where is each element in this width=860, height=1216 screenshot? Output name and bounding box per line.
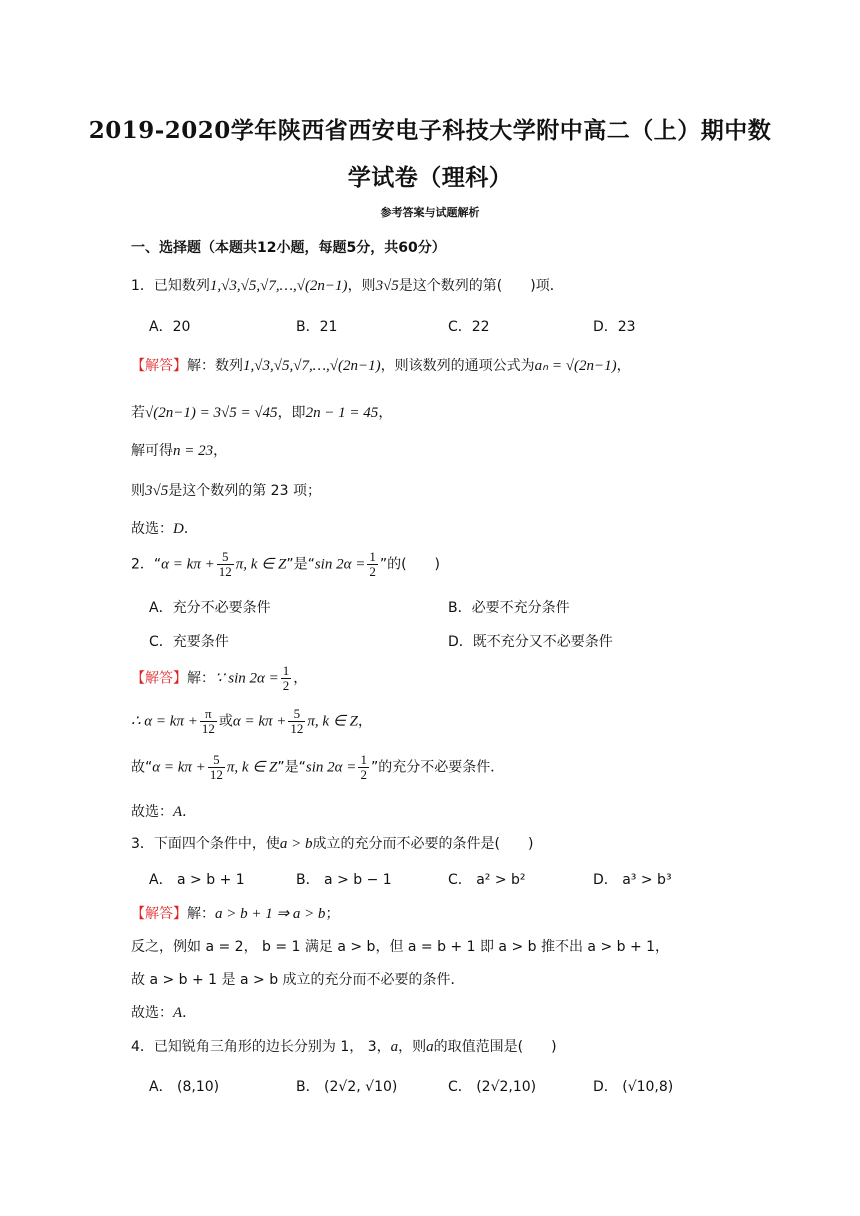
fraction-numerator: 5 bbox=[217, 550, 234, 565]
q4-stem bbox=[131, 1036, 557, 1056]
fraction-denominator: 12 bbox=[218, 564, 232, 579]
q3-answer-line2: 反之，例如 a = 2， b = 1 满足 a > b，但 a = b + 1 即 a > b 推不出 a > b + 1， bbox=[131, 939, 670, 955]
answer-text: 故选： bbox=[131, 804, 173, 820]
q4-option-b: B． (2√2, √10) bbox=[296, 1079, 398, 1095]
q2-answer-line3 bbox=[131, 753, 504, 782]
q4-stem-math: a bbox=[390, 1039, 399, 1055]
q2-choice bbox=[131, 801, 196, 821]
q1-stem-math: 3√5 bbox=[375, 278, 399, 294]
answer-text: 故“ bbox=[131, 759, 153, 776]
q1-choice bbox=[131, 518, 198, 538]
answer-math: sin 2α = bbox=[305, 759, 357, 776]
answer-text: ， bbox=[213, 443, 228, 459]
fraction bbox=[367, 550, 378, 579]
q3-stem-text: 3．下面四个条件中，使 bbox=[131, 836, 280, 852]
answer-text: 是这个数列的第 23 项； bbox=[168, 483, 321, 499]
q3-option-a: A． a > b + 1 bbox=[149, 872, 245, 888]
q3-stem-text: 成立的充分而不必要的条件是( ) bbox=[312, 836, 534, 852]
fraction-denominator: 2 bbox=[282, 678, 290, 693]
answer-math: ∴ α = kπ + bbox=[131, 713, 198, 730]
answer-text: ； bbox=[325, 906, 340, 922]
q4-stem-math: a bbox=[426, 1039, 434, 1055]
page-title-line2: 学试卷（理科） bbox=[347, 164, 513, 191]
q1-stem-text: 1．已知数列 bbox=[131, 278, 210, 294]
q3-option-c: C． a² > b² bbox=[448, 872, 526, 888]
answer-text: ”的充分不必要条件． bbox=[370, 759, 505, 776]
q1-answer-line2 bbox=[131, 402, 392, 422]
fraction-denominator: 12 bbox=[290, 721, 304, 736]
answer-text: ，则该数列的通项公式为 bbox=[380, 358, 535, 374]
answer-math: n = 23 bbox=[173, 443, 214, 459]
fraction-numerator: 1 bbox=[282, 663, 290, 678]
fraction-numerator: 1 bbox=[369, 549, 376, 564]
fraction bbox=[200, 707, 217, 736]
answer-text: ， bbox=[357, 713, 372, 730]
q3-option-d: D． a³ > b³ bbox=[593, 872, 672, 888]
answer-text: 解： bbox=[187, 670, 215, 687]
q1-option-a: A．20 bbox=[149, 319, 191, 335]
answer-text: 故选： bbox=[131, 521, 173, 537]
answer-text: 若 bbox=[131, 405, 145, 421]
answer-math: 3√5 bbox=[145, 483, 169, 499]
fraction bbox=[288, 707, 305, 736]
answer-math: π, k ∈ Z bbox=[307, 713, 358, 730]
answer-math: ∵ sin 2α = bbox=[215, 670, 279, 687]
fraction-numerator: 5 bbox=[208, 753, 225, 768]
fraction bbox=[217, 550, 234, 579]
fraction-numerator: 5 bbox=[288, 707, 305, 722]
q3-stem-math: a > b bbox=[279, 836, 313, 852]
q3-stem bbox=[131, 833, 533, 853]
answer-tag: 【解答】 bbox=[131, 906, 187, 922]
fraction-numerator: π bbox=[200, 707, 217, 722]
q4-stem-text: 的取值范围是( ) bbox=[433, 1039, 557, 1055]
answer-tag: 【解答】 bbox=[131, 358, 187, 374]
q2-stem-text: ”的( ) bbox=[379, 556, 441, 573]
q3-answer-line1 bbox=[131, 903, 339, 923]
answer-text: 解： bbox=[187, 906, 215, 922]
answer-text: 或 bbox=[218, 713, 233, 730]
answer-text: ， bbox=[378, 405, 393, 421]
q2-stem-math: π, k ∈ Z bbox=[235, 556, 287, 573]
fraction bbox=[358, 753, 369, 782]
page-title-line1: 2019-2020学年陕西省西安电子科技大学附中高二（上）期中数 bbox=[88, 117, 772, 144]
q2-stem-math: α = kπ + bbox=[161, 556, 215, 573]
q2-stem bbox=[131, 550, 440, 579]
answer-math: α = kπ + bbox=[232, 713, 287, 730]
answer-math: a > b + 1 ⇒ a > b bbox=[215, 906, 326, 922]
answer-text: 解：数列 bbox=[187, 358, 243, 374]
q1-option-d: D．23 bbox=[593, 319, 636, 335]
answer-text: 故选： bbox=[131, 1005, 173, 1021]
q3-answer-line3: 故 a > b + 1 是 a > b 成立的充分而不必要的条件． bbox=[131, 972, 465, 988]
answer-math: aₙ = √(2n−1) bbox=[534, 358, 617, 374]
q1-option-c: C．22 bbox=[448, 319, 490, 335]
answer-math: A bbox=[173, 804, 183, 820]
answer-math: π, k ∈ Z bbox=[226, 759, 278, 776]
answer-text: ． bbox=[182, 1005, 197, 1021]
q2-answer-line1 bbox=[131, 664, 307, 693]
q2-option-d: D．既不充分又不必要条件 bbox=[448, 634, 613, 650]
answer-text: ， bbox=[616, 358, 631, 374]
q2-option-c: C．充要条件 bbox=[149, 634, 229, 650]
q1-stem bbox=[131, 275, 564, 295]
q2-stem-math: sin 2α = bbox=[314, 556, 366, 573]
answer-math: A bbox=[173, 1005, 183, 1021]
q4-option-c: C． (2√2,10) bbox=[448, 1079, 537, 1095]
q2-stem-text: ”是“ bbox=[286, 556, 315, 573]
answer-math: 1,√3,√5,√7,…,√(2n−1) bbox=[243, 358, 381, 374]
fraction-denominator: 2 bbox=[360, 767, 367, 782]
q4-stem-text: 4．已知锐角三角形的边长分别为 1， 3， bbox=[131, 1039, 391, 1055]
answer-math: 2n − 1 = 45 bbox=[305, 405, 379, 421]
q4-option-a: A． (8,10) bbox=[149, 1079, 220, 1095]
answer-text: ． bbox=[183, 521, 198, 537]
q1-answer-line1 bbox=[131, 355, 631, 375]
fraction bbox=[208, 753, 225, 782]
answer-tag: 【解答】 bbox=[131, 670, 187, 687]
page-subtitle: 参考答案与试题解析 bbox=[380, 206, 480, 219]
q1-stem-math: 1,√3,√5,√7,…,√(2n−1) bbox=[209, 278, 348, 294]
q2-option-a: A．充分不必要条件 bbox=[149, 600, 271, 616]
answer-text: 解可得 bbox=[131, 443, 173, 459]
answer-text: 则 bbox=[131, 483, 145, 499]
answer-text: ， bbox=[293, 670, 308, 687]
q1-stem-text: ，则 bbox=[347, 278, 376, 294]
q1-answer-line3 bbox=[131, 440, 227, 460]
fraction-numerator: 1 bbox=[360, 752, 367, 767]
q2-answer-line2 bbox=[131, 707, 372, 736]
fraction-denominator: 12 bbox=[209, 767, 223, 782]
q1-option-b: B．21 bbox=[296, 319, 338, 335]
fraction-denominator: 2 bbox=[369, 564, 376, 579]
section-heading: 一、选择题（本题共12小题，每题5分，共60分） bbox=[131, 240, 446, 256]
q2-option-b: B．必要不充分条件 bbox=[448, 600, 570, 616]
answer-math: D bbox=[173, 521, 184, 537]
answer-text: ”是“ bbox=[277, 759, 306, 776]
fraction-denominator: 12 bbox=[201, 721, 215, 736]
q3-option-b: B． a > b − 1 bbox=[296, 872, 392, 888]
answer-text: ． bbox=[182, 804, 197, 820]
answer-math: √(2n−1) = 3√5 = √45 bbox=[145, 405, 278, 421]
q1-stem-text: 是这个数列的第( )项． bbox=[398, 278, 564, 294]
fraction bbox=[281, 664, 292, 693]
q4-option-d: D． (√10,8) bbox=[593, 1079, 674, 1095]
q2-stem-text: 2．“ bbox=[131, 556, 162, 573]
answer-text: ，即 bbox=[277, 405, 306, 421]
answer-math: α = kπ + bbox=[152, 759, 206, 776]
q4-stem-text: ，则 bbox=[398, 1039, 427, 1055]
q1-answer-line4 bbox=[131, 480, 321, 500]
q3-choice bbox=[131, 1002, 196, 1022]
